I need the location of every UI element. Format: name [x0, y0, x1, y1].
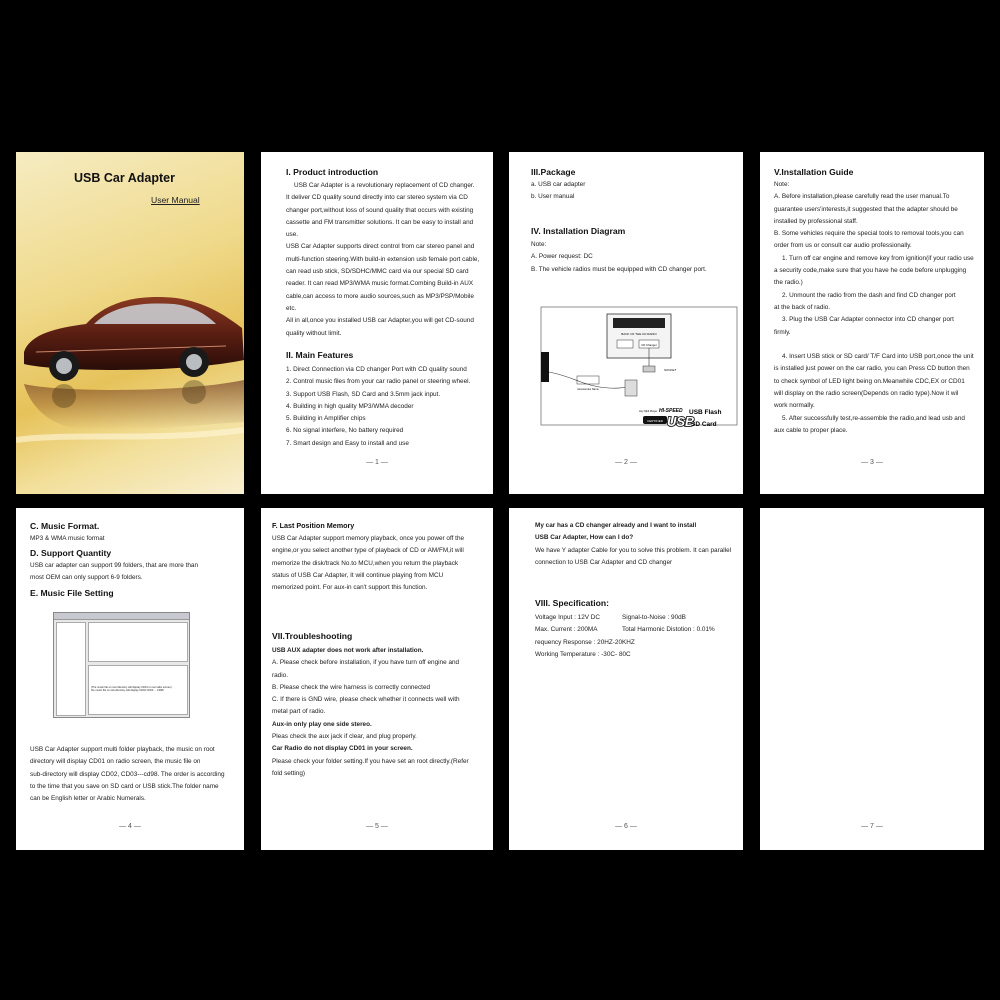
page-number: — 2 — [615, 459, 637, 466]
file-explorer-screenshot [53, 612, 190, 718]
usb-logo: USB [667, 414, 695, 429]
section-heading-music-file-setting: E. Music File Setting [30, 588, 114, 598]
page-number: — 7 — [861, 823, 883, 830]
table-row: Voltage Input : 12V DC Signal-to-Noise : 90dB [535, 614, 686, 621]
product-introduction-text: USB Car Adapter is a revolutionary replacement of CD changer. It deliver CD quality sound directly into car stereo system via CD changer port,without loss of sound quality that occurs with existing cassette and FM transmitter solutions. It can be easy to install and use. USB Car Adapter supports direct control from car stereo panel and multi-function steering.With build-in extension usb female port cable, can read usb stick, SD/SDHC/MMC card via our special SD card reader. It can read MP3/WMA music format.Combing Build-in AUX cable,can access to more audio sources,such as MP3/PSP/Mobile etc. All in all,once you installed USB car Adapter,you will get CD-sound quality without limit. [286, 182, 480, 337]
page-number: — 6 — [615, 823, 637, 830]
radio-label: BACK OF THE CD RADIO [621, 332, 657, 336]
features-list [286, 364, 491, 450]
section-heading-last-position-memory: F. Last Position Memory [272, 521, 355, 530]
table-row: Working Temperature : -30C- 80C [535, 650, 631, 658]
screenshot-toolbar [54, 613, 189, 620]
section-heading-music-format: C. Music Format. [30, 521, 100, 531]
manual-page-3 [760, 152, 984, 494]
music-format-text: MP3 & WMA music format [30, 535, 105, 542]
manual-page-6 [509, 508, 743, 850]
cd-changer-label: CD Changer [641, 343, 657, 347]
page-number: — 5 — [366, 823, 388, 830]
manual-page-2 [509, 152, 743, 494]
question-3: Car Radio do not display CD01 in your screen. [272, 745, 413, 753]
installation-guide-text: Note: A. Before installation,please carefully read the user manual.To guarantee users'interests,it suggested that the adapter should be installed by professional staff. B. Some vehicles require the special tools to removal tools,you can order from us or consult car audio professionally. 1. Turn off car engine and remove key from ignition(if your radio use a security code,make sure that you have he code before unplugging the radio.) 2. Unmount the radio from the dash and find CD changer port at the back of radio. 3. Plug the USB Car Adapter connector into CD changer port firmly. 4. Insert USB stick or SD card/ T/F Card into USB port,once the unit is installed just power on the car radio, you can Press CD button then to check symbol of LED light being on.Meanwhile CDC,EX or CD01 will display on the radio screen(Depends on radio type).Now it wil work normally. 5. After successfully test,re-assemble the radio,and lead usb and aux cable to proper place. [774, 181, 974, 434]
list-item: 3. Support USB Flash, SD Card and 3.5mm jack input. [286, 390, 441, 398]
table-row: Max. Current : 200MA Total Harmonic Distotion : 0.01% [535, 626, 715, 634]
manual-page-5 [261, 508, 493, 850]
section-heading-installation-diagram: IV. Installation Diagram [531, 226, 626, 236]
package-list [531, 179, 585, 204]
car-image [16, 272, 244, 494]
page-number: — 4 — [119, 823, 141, 830]
troubleshooting-text: USB AUX adapter does not work after installation. A. Please check before installation, if you have turn off engine and radio. B. Please check the wire harness is correctly connected C. If there is GND wire, please check whether it connects well with metal part of radio. Aux-in only play one side stereo. Pleas check the aux jack if clear, and plug properly. Car Radio do not display CD01 in your screen. Please check your folder setting.If you have set an root directly.(Refer fold setting) [272, 645, 486, 780]
manual-page-1 [261, 152, 493, 494]
list-item: 7. Smart design and Easy to install and use [286, 439, 409, 447]
cover-title: USB Car Adapter [74, 171, 175, 185]
sd-card-label: SD Card [691, 421, 717, 428]
question-1: USB AUX adapter does not work after installation. [272, 647, 424, 654]
faq-answer: We have Y adapter Cable for you to solve this problem. It can parallel [535, 546, 732, 554]
screenshot-note-area: (The music file on root directory will display CD01 on car radio screen) the music file on sub-directory will display CD02 CD03 ... CD98 [88, 665, 188, 715]
table-row: requency Response : 20HZ-20KHZ [535, 638, 635, 646]
list-item: 2. Control music files from your car radio panel or steering wheel. [286, 378, 471, 386]
usb-flash-label: USB Flash [689, 409, 722, 416]
list-item: 1. Direct Connection via CD changer Port with CD quality sound [286, 366, 467, 373]
question-2: Aux-in only play one side stereo. [272, 720, 372, 728]
manual-page-7-blank [760, 508, 984, 850]
section-heading-support-quantity: D. Support Quantity [30, 548, 112, 558]
list-item: a. USB car adapter [531, 181, 586, 188]
page-number: — 3 — [861, 459, 883, 466]
list-item: 4. Building in high quality MP3/WMA decoder [286, 402, 414, 410]
cover-page [16, 152, 244, 494]
list-item: 5. Building in Amplifier chips [286, 415, 366, 423]
mp3-player-label: Any Mp3 Player [639, 410, 658, 413]
hi-speed-label: HI-SPEED [659, 408, 683, 414]
last-position-memory-text: USB Car Adapter support memory playback, once you power off the engine,or you select another type of playback of CD or AM/FM,it will memorize the disk/track No.to MCU,when you return the playback status of USB Car Adapter, It will continue playing from MCU memorized point. For aux-in can't support this function. [272, 535, 465, 592]
music-file-setting-text: USB Car Adapter support multi folder playback, the music on root directory will display CD01 on radio screen, the music file on sub-directory will display CD02, CD03---cd98. The order is according to the time that you save on SD card or USB stick.The folder name can be English letter or Arabic Numerals. [30, 746, 225, 803]
socket-label: SOCKET [664, 368, 677, 372]
section-heading-package: III.Package [531, 167, 576, 177]
list-item: b. User manual [531, 193, 575, 201]
faq-block: My car has a CD changer already and I want to install USB Car Adapter, How can I do? We have Y adapter Cable for you to solve this problem. It can parallel connection to USB Car Adapter and CD changer [535, 520, 735, 569]
section-heading-installation-guide: V.Installation Guide [774, 167, 854, 177]
section-heading-troubleshooting: VII.Troubleshooting [272, 631, 353, 641]
list-item: 6. No signal interfere, No battery required [286, 427, 404, 435]
accessory-label: Accessories Name [577, 388, 599, 391]
section-heading-main-features: II. Main Features [286, 350, 354, 360]
screenshot-file-list [88, 622, 188, 662]
page-number: — 1 — [366, 459, 388, 466]
support-quantity-text: USB car adapter can support 99 folders, that are more than most OEM can only support 6-9 folders. [30, 562, 199, 582]
specification-table [535, 612, 735, 661]
section-heading-specification: VIII. Specification: [535, 598, 610, 608]
installation-diagram [539, 302, 739, 432]
manual-page-4 [16, 508, 244, 850]
faq-question: My car has a CD changer already and I want to install [535, 522, 697, 529]
section-heading-product-introduction: I. Product introduction [286, 167, 379, 177]
diagram-notes: Note: A. Power request: DC B. The vehicle radios must be equipped with CD changer port. [531, 241, 707, 273]
screenshot-folder-tree [56, 622, 86, 716]
cover-subtitle: User Manual [151, 195, 200, 205]
certified-label: CERTIFIED [647, 419, 663, 423]
